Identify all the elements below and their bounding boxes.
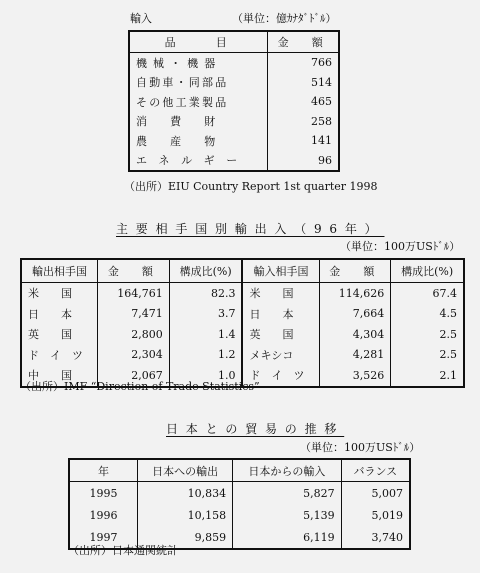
table-row [129,92,339,112]
partners-title: 主要相手国別輸出入（96年） [116,222,385,236]
import-country-cell: 米 国 [242,283,319,304]
imports-title: 輸入 [130,12,152,25]
table-header-row [69,459,410,482]
column-header-item: 品 目 [129,31,268,53]
year-cell: 1995 [69,482,138,505]
export-share-cell: 3.7 [169,304,242,325]
imports-table [128,30,340,172]
amount-cell: 465 [311,95,332,109]
column-header-imports: 日本からの輸入 [233,459,341,482]
column-header-amount: 金 額 [268,31,339,53]
export-country-cell: 日 本 [21,304,98,325]
export-share-cell: 1.0 [169,365,242,387]
item-cell: 農産物 [129,131,268,151]
imports-cell: 6,119 [233,526,341,549]
import-country-cell: ド イ ツ [242,365,319,387]
import-share-cell: 4.5 [391,304,464,325]
trade-title: 日本との貿易の推移 [166,422,345,436]
import-amount-cell: 7,664 [319,304,391,325]
table-row [21,283,464,304]
import-country-cell: メキシコ [242,345,319,366]
column-header-import-country: 輸入相手国 [242,259,319,283]
amount-cell: 766 [311,56,332,70]
exports-cell: 10,158 [138,504,233,526]
export-country-cell: 英 国 [21,324,98,345]
export-amount-cell: 2,304 [98,345,170,366]
exports-cell: 9,859 [138,526,233,549]
item-cell: 消費財 [129,112,268,132]
amount-cell: 514 [311,75,332,89]
item-cell: 自動車・同部品 [129,73,268,93]
imports-cell: 5,139 [233,504,341,526]
import-share-cell: 2.5 [391,324,464,345]
table-header-row [129,31,339,53]
export-share-cell: 82.3 [169,283,242,304]
balance-cell: 5,019 [341,504,410,526]
import-amount-cell: 4,304 [319,324,391,345]
partners-unit: （単位：100万USﾄﾞﾙ） [340,240,461,253]
column-header-year: 年 [69,459,138,482]
balance-cell: 5,007 [341,482,410,505]
table-row [129,131,339,151]
imports-unit: （単位：億ｶﾅﾀﾞﾄﾞﾙ） [232,12,337,25]
item-cell: エネルギー [129,151,268,172]
table-row [21,304,464,325]
column-header-balance: バランス [341,459,410,482]
table-header-row [21,259,464,283]
trade-source: （出所）日本通関統計 [68,544,178,557]
amount-cell: 258 [311,114,332,128]
import-amount-cell: 4,281 [319,345,391,366]
export-country-cell: ド イ ツ [21,345,98,366]
column-header-export-country: 輸出相手国 [21,259,98,283]
table-row [21,345,464,366]
export-amount-cell: 2,067 [98,365,170,387]
table-row [129,151,339,172]
table-row [69,482,410,505]
import-amount-cell: 3,526 [319,365,391,387]
import-share-cell: 67.4 [391,283,464,304]
balance-cell: 3,740 [341,526,410,549]
imports-cell: 5,827 [233,482,341,505]
partners-table [20,258,465,388]
column-header-exports: 日本への輸出 [138,459,233,482]
item-cell: 機械・機器 [129,53,268,73]
amount-cell: 141 [311,134,332,148]
export-share-cell: 1.4 [169,324,242,345]
import-country-cell: 日 本 [242,304,319,325]
export-country-cell: 米 国 [21,283,98,304]
export-amount-cell: 2,800 [98,324,170,345]
column-header-import-amount: 金 額 [319,259,391,283]
column-header-import-share: 構成比(%) [391,259,464,283]
table-row [69,504,410,526]
year-cell: 1997 [69,526,138,549]
import-amount-cell: 114,626 [319,283,391,304]
year-cell: 1996 [69,504,138,526]
column-header-export-share: 構成比(%) [169,259,242,283]
imports-source: （出所）EIU Country Report 1st quarter 1998 [124,180,378,193]
import-share-cell: 2.5 [391,345,464,366]
column-header-export-amount: 金 額 [98,259,170,283]
table-row [129,73,339,93]
amount-cell: 96 [318,153,332,167]
import-country-cell: 英 国 [242,324,319,345]
japan-trade-table [68,458,411,550]
table-row [129,112,339,132]
export-amount-cell: 7,471 [98,304,170,325]
table-row [129,53,339,73]
export-country-cell: 中 国 [21,365,98,387]
export-amount-cell: 164,761 [98,283,170,304]
trade-unit: （単位：100万USﾄﾞﾙ） [300,441,421,454]
table-row [21,324,464,345]
item-cell: その他工業製品 [129,92,268,112]
import-share-cell: 2.1 [391,365,464,387]
export-share-cell: 1.2 [169,345,242,366]
exports-cell: 10,834 [138,482,233,505]
partners-source: （出所）IMF “Direction of Trade Statistics” [20,380,260,393]
